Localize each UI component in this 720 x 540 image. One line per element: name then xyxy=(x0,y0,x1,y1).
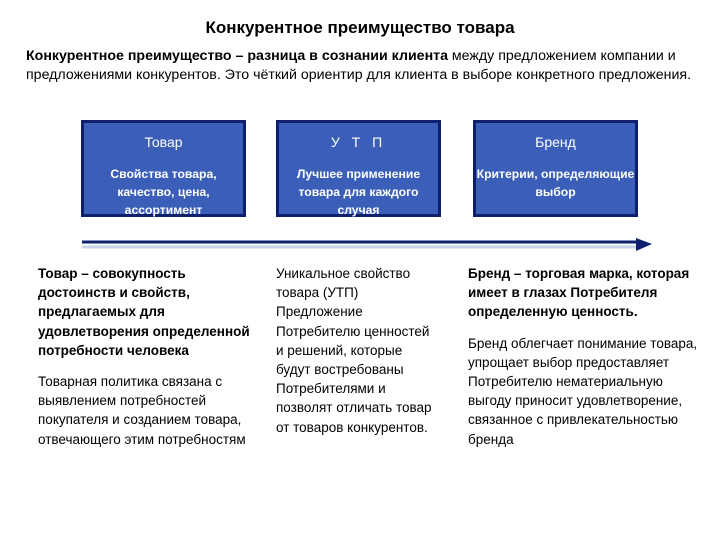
product-definition: Товар – совокупность достоинств и свойств, предлагаемых для удовлетворения определенной потребности человека xyxy=(38,266,250,358)
product-box-label: Товар xyxy=(144,134,183,150)
usp-box xyxy=(276,120,441,217)
usp-box-desc: Лучшее применение товара для каждого случая xyxy=(296,167,421,217)
product-box-desc: Свойства товара, качество, цена, ассортимент xyxy=(110,167,217,217)
brand-box xyxy=(473,120,638,217)
brand-benefits-text: Бренд облегчает понимание товара, упрощает выбор предоставляет Потребителю нематериальную выгоду приносит удовлетворение, связанное с привлекательностью бренда xyxy=(468,335,698,447)
intro-text: между предложением компании и предложениями конкурентов. Это чёткий ориентир для клиента в выборе конкретного предложения. xyxy=(26,48,692,83)
brand-box-desc: Критерии, определяющие выбор xyxy=(476,167,635,199)
brand-box-label: Бренд xyxy=(535,134,576,150)
intro-definition: Конкурентное преимущество – разница в сознании клиента xyxy=(26,48,448,64)
intro-paragraph xyxy=(26,47,706,85)
usp-text: Уникальное свойство товара (УТП) Предложение Потребителю ценностей и решений, которые будут востребованы Потребителями и позволят отличать товар от товаров конкурентов. xyxy=(276,266,432,435)
timeline-arrow xyxy=(82,238,652,254)
product-column xyxy=(38,264,253,449)
product-policy-text: Товарная политика связана с выявлением потребностей покупателя и созданием товара, отвечающего этим потребностям xyxy=(38,374,246,447)
product-box xyxy=(81,120,246,217)
brand-definition: Бренд – торговая марка, которая имеет в глазах Потребителя определенную ценность. xyxy=(468,266,690,320)
usp-box-label: У Т П xyxy=(330,134,387,150)
usp-column xyxy=(276,264,436,437)
brand-column xyxy=(468,264,700,449)
page-title: Конкурентное преимущество товара xyxy=(205,18,515,37)
